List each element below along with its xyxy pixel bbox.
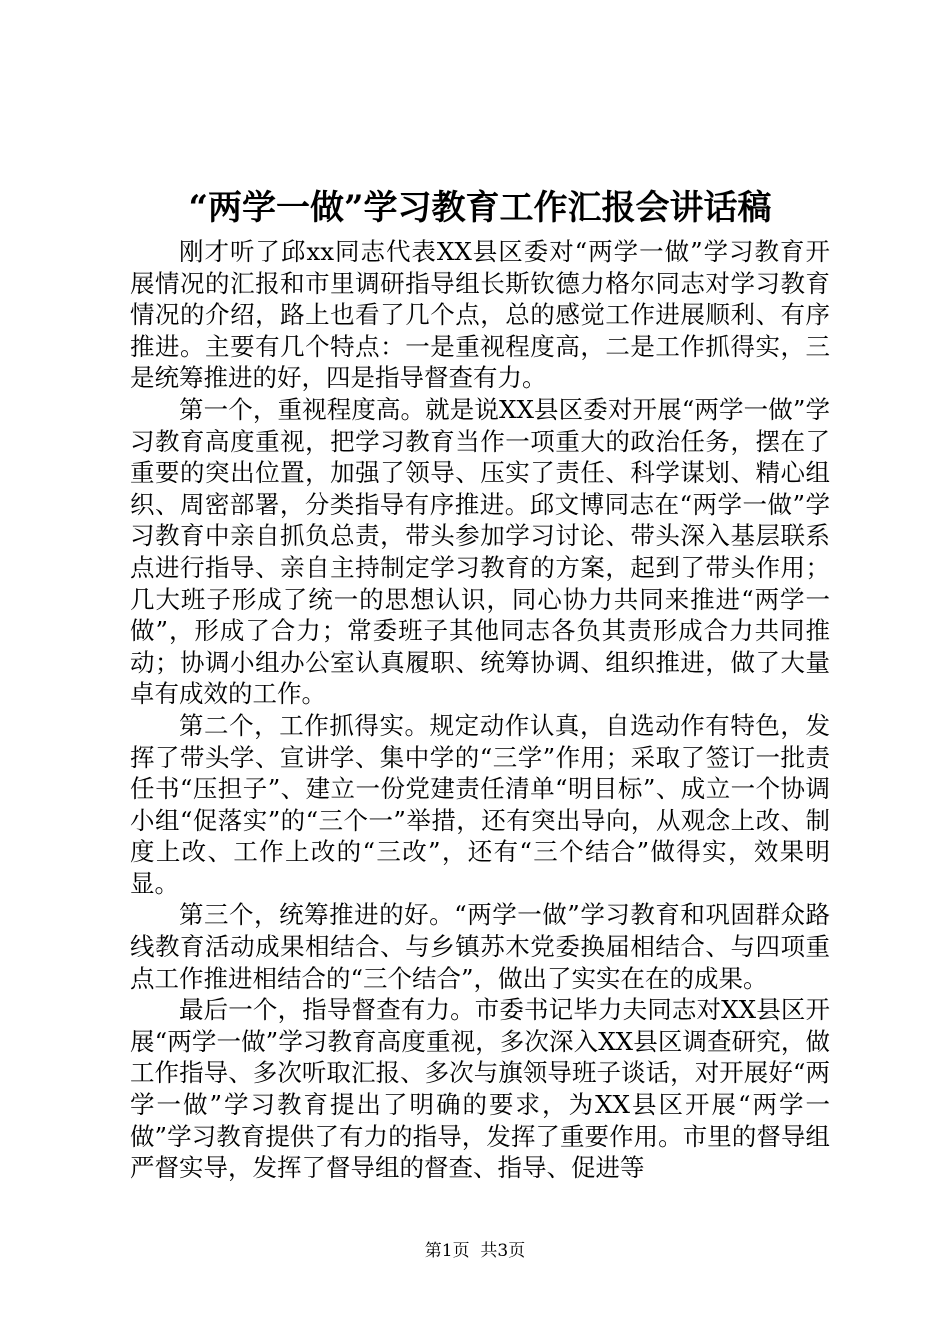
paragraph-intro: 刚才听了邱xx同志代表XX县区委对“两学一做”学习教育开展情况的汇报和市里调研指导组长斯钦德力格尔同志对学习教育情况的介绍，路上也看了几个点，总的感觉工作进展顺利、有序推进。主要有几个特点：一是重视程度高，二是工作抓得实，三是统筹推进的好，四是指导督查有力。 bbox=[130, 237, 830, 393]
paragraph-second-point: 第二个，工作抓得实。规定动作认真，自选动作有特色，发挥了带头学、宣讲学、集中学的“三学”作用；采取了签订一批责任书“压担子”、建立一份党建责任清单“明目标”、成立一个协调小组“促落实”的“三个一”举措，还有突出导向，从观念上改、制度上改、工作上改的“三改”，还有“三个结合”做得实，效果明显。 bbox=[130, 710, 830, 898]
document-body bbox=[130, 236, 830, 1184]
document-title: “两学一做”学习教育工作汇报会讲话稿 bbox=[188, 188, 772, 228]
paragraph-last-point: 最后一个，指导督查有力。市委书记毕力夫同志对XX县区开展“两学一做”学习教育高度重视，多次深入XX县区调查研究，做工作指导、多次听取汇报、多次与旗领导班子谈话，对开展好“两学一做”学习教育提出了明确的要求，为XX县区开展“两学一做”学习教育提供了有力的指导，发挥了重要作用。市里的督导组严督实导，发挥了督导组的督查、指导、促进等 bbox=[130, 995, 830, 1183]
page-number-footer: 第1页 共3页 bbox=[424, 1241, 526, 1261]
paragraph-third-point: 第三个，统筹推进的好。“两学一做”学习教育和巩固群众路线教育活动成果相结合、与乡镇苏木党委换届相结合、与四项重点工作推进相结合的“三个结合”，做出了实实在在的成果。 bbox=[130, 900, 830, 993]
paragraph-first-point: 第一个，重视程度高。就是说XX县区委对开展“两学一做”学习教育高度重视，把学习教育当作一项重大的政治任务，摆在了重要的突出位置，加强了领导、压实了责任、科学谋划、精心组织、周密部署，分类指导有序推进。邱文博同志在“两学一做”学习教育中亲自抓负总责，带头参加学习讨论、带头深入基层联系点进行指导、亲自主持制定学习教育的方案，起到了带头作用；几大班子形成了统一的思想认识，同心协力共同来推进“两学一做”，形成了合力；常委班子其他同志各负其责形成合力共同推动；协调小组办公室认真履职、统筹协调、组织推进，做了大量卓有成效的工作。 bbox=[130, 394, 830, 709]
